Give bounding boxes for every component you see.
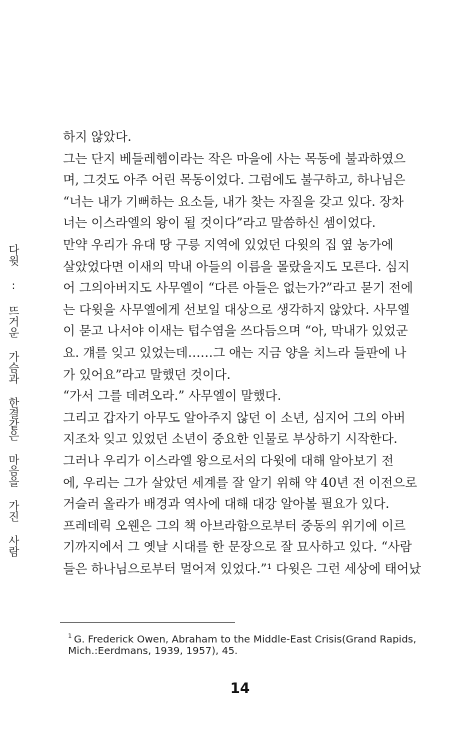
body-line: 만약 우리가 유대 땅 구릉 지역에 있었던 다윗의 집 옆 농가에 xyxy=(63,236,394,252)
body-line: 너는 이스라엘의 왕이 될 것이다”라고 말씀하신 셈이었다. xyxy=(63,215,376,231)
body-line: 지조차 잊고 있었던 소년이 중요한 인물로 부상하기 시작한다. xyxy=(63,431,398,447)
body-line: “너는 내가 기뻐하는 요소들, 내가 찾는 자질을 갖고 있다. 장차 xyxy=(63,193,404,209)
body-text xyxy=(63,126,423,579)
body-line: 가 있어요”라고 말했던 것이다. xyxy=(63,366,231,382)
body-line: 며, 그것도 아주 어린 목동이었다. 그럼에도 불구하고, 하나님은 xyxy=(63,172,406,188)
body-line: 어 그의아버지도 사무엘이 “다른 아들은 없는가?”라고 묻기 전에 xyxy=(63,280,414,296)
body-line: 들은 하나님으로부터 멀어져 있었다.”¹ 다윗은 그런 세상에 태어났 xyxy=(63,560,422,576)
footnote-line-2 xyxy=(68,644,422,659)
body-line: 기까지에서 그 옛날 시대를 한 문장으로 잘 묘사하고 있다. “사람 xyxy=(63,539,412,555)
body-line: 요. 걔를 잊고 있었는데……그 애는 지금 양을 치느라 들판에 나 xyxy=(63,344,407,360)
footnote xyxy=(68,629,422,659)
body-line: 하지 않았다. xyxy=(63,129,132,144)
footnote-text-1: G. Frederick Owen, Abraham to the Middle-East Crisis(Grand Rapids, xyxy=(73,634,417,644)
footnote-marker: 1 xyxy=(68,633,72,640)
footnote-divider xyxy=(60,622,235,623)
body-line: 그리고 갑자기 아무도 알아주지 않던 이 소년, 심지어 그의 아버 xyxy=(63,409,406,425)
footnote-line-1 xyxy=(68,629,422,644)
page-number: 14 xyxy=(220,681,260,697)
body-line: 프레데릭 오웬은 그의 책 아브라함으로부터 중동의 위기에 이르 xyxy=(63,517,406,533)
body-line: 그는 단지 베들레헴이라는 작은 마을에 사는 목동에 불과하였으 xyxy=(63,150,406,166)
running-chapter-title: 다윗 : 뜨거운 가슴과 한결같은 마음을 가진 사람 xyxy=(7,244,20,557)
body-line: “가서 그를 데려오라.” 사무엘이 말했다. xyxy=(63,388,282,404)
body-line: 이 묻고 나서야 이새는 텁수염을 쓰다듬으며 “아, 막내가 있었군 xyxy=(63,323,408,339)
footnote-text-2: Mich.:Eerdmans, 1939, 1957), 45. xyxy=(68,646,238,657)
body-line: 그러나 우리가 이스라엘 왕으로서의 다윗에 대해 알아보기 전 xyxy=(63,452,394,468)
body-line: 살았었다면 이새의 막내 아들의 이름을 몰랐을지도 모른다. 심지 xyxy=(63,258,410,274)
body-line: 거슬러 올라가 배경과 역사에 대해 대강 알아볼 필요가 있다. xyxy=(63,496,390,512)
body-line: 는 다윗을 사무엘에게 선보일 대상으로 생각하지 않았다. 사무엘 xyxy=(63,301,410,317)
body-line: 에, 우리는 그가 살았던 세계를 잘 알기 위해 약 40년 전 이전으로 xyxy=(63,474,418,490)
